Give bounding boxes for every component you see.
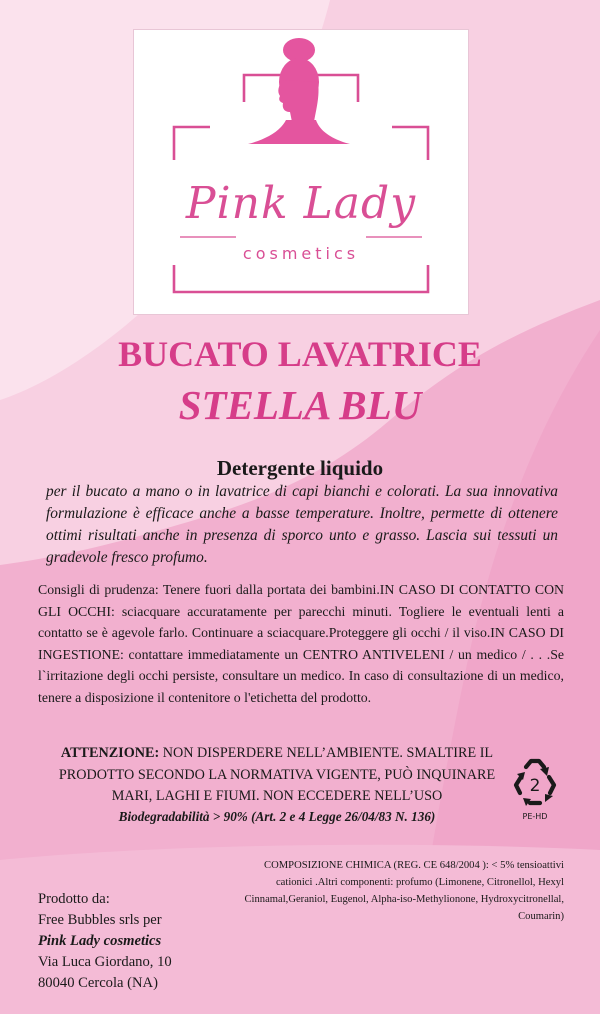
biodegradability-note: Biodegradabilità > 90% (Art. 2 e 4 Legge 26/04/83 N. 136) xyxy=(118,809,436,824)
recycle-number: 2 xyxy=(529,776,541,796)
brand-subtitle: cosmetics xyxy=(242,244,360,263)
producer-address-street: Via Luca Giordano, 10 xyxy=(38,954,172,970)
product-title-line2: STELLA BLU xyxy=(178,382,422,428)
brand-name: Pink Lady xyxy=(185,178,417,229)
chemical-composition: COMPOSIZIONE CHIMICA (REG. CE 648/2004 ): < 5% tensioattivi cationici .Altri componenti: profumo (Limonene, Citronellol, Hexyl Cinnamal,Geraniol, Eugenol, Alpha-iso-Methylionone, Hydroxycitronellal, Coumarin) xyxy=(244,860,564,922)
logo-frame xyxy=(134,30,468,314)
producer-address-city: 80040 Cercola (NA) xyxy=(38,975,158,991)
product-description: per il bucato a mano o in lavatrice di capi bianchi e colorati. La sua innovativa formulazione è efficace anche a basse temperature. Inoltre, permette di ottenere ottimi risultati anche in presenza di sporco unto e grasso. Lascia sui tessuti un gradevole fresco profumo. xyxy=(46,483,558,566)
producer-info xyxy=(38,889,238,994)
product-title-line1: BUCATO LAVATRICE xyxy=(118,334,482,374)
producer-label: Prodotto da: xyxy=(38,891,110,907)
recycle-icon xyxy=(509,758,561,810)
product-subtitle: Detergente liquido xyxy=(216,456,384,480)
recycle-code: PE-HD xyxy=(522,812,548,821)
warning-label: ATTENZIONE: xyxy=(60,745,160,761)
producer-brand: Pink Lady cosmetics xyxy=(38,933,162,949)
producer-company: Free Bubbles srls per xyxy=(38,912,162,928)
logo-box xyxy=(134,30,468,314)
environment-warning xyxy=(42,743,512,808)
safety-precautions: Consigli di prudenza: Tenere fuori dalla portata dei bambini.IN CASO DI CONTATTO CON GLI OCCHI: sciacquare accuratamente per parecchi minuti. Togliere le eventuali lenti a contatto se è agevole farlo. Continuare a sciacquare.Proteggere gli occhi / il viso.IN CASO DI INGESTIONE: contattare immediatamente un CENTRO ANTIVELENI / un medico / . . .Se l`irritazione degli occhi persiste, consultare un medico. In caso di consultazione di un medico, tenere a disposizione il contenitore o l'etichetta del prodotto. xyxy=(38,582,564,705)
woman-silhouette-icon xyxy=(248,38,350,144)
warning-text: NON DISPERDERE NELL’AMBIENTE. SMALTIRE IL PRODOTTO SECONDO LA NORMATIVA VIGENTE, PUÒ INQUINARE MARI, LAGHI E FIUMI. NON ECCEDERE NELL’USO xyxy=(58,745,496,804)
